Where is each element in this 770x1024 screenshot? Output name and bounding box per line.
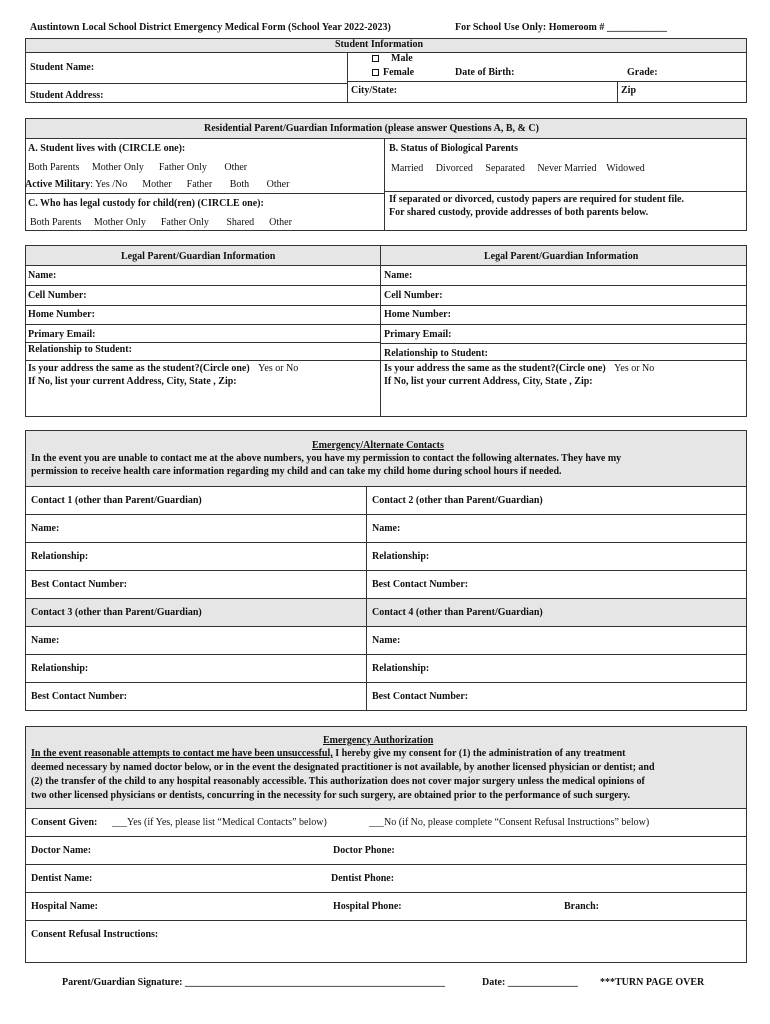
active-military-row[interactable]: [25, 179, 289, 190]
contact1-number-label: Best Contact Number:: [31, 579, 128, 590]
legal1-relationship-label: Relationship to Student:: [28, 344, 132, 355]
contact1-relationship-label: Relationship:: [31, 551, 89, 562]
dentist-phone-label: Dentist Phone:: [331, 873, 395, 884]
contact1-name-label: Name:: [31, 523, 60, 534]
custody-options[interactable]: Both Parents Mother Only Father Only Shared Other: [30, 217, 292, 228]
authorization-line-1: In the event reasonable attempts to contact me have been unsuccessful, I hereby give my consent for (1) the administration of any treatment: [31, 748, 626, 759]
lives-with-options[interactable]: Both Parents Mother Only Father Only Other: [28, 162, 248, 173]
contact4-title: Contact 4 (other than Parent/Guardian): [372, 607, 543, 618]
branch-label: Branch:: [564, 901, 599, 912]
consent-no-option[interactable]: ___No (if No, please complete “Consent Refusal Instructions” below): [369, 817, 650, 828]
custody-note-1: If separated or divorced, custody papers are required for student file.: [389, 194, 684, 205]
custody-note-2: For shared custody, provide addresses of both parents below.: [389, 207, 649, 218]
doctor-phone-label: Doctor Phone:: [333, 845, 395, 856]
contact2-relationship-label: Relationship:: [372, 551, 430, 562]
legal2-email-label: Primary Email:: [384, 329, 452, 340]
student-name-label: Student Name:: [30, 62, 95, 73]
legal2-if-no-label: If No, list your current Address, City, State , Zip:: [384, 376, 593, 387]
legal2-name-label: Name:: [384, 270, 413, 281]
contact3-relationship-label: Relationship:: [31, 663, 89, 674]
contact3-number-label: Best Contact Number:: [31, 691, 128, 702]
male-checkbox-icon[interactable]: [372, 55, 379, 62]
legal2-same-address[interactable]: Is your address the same as the student?(Circle one) Yes or No: [384, 363, 655, 374]
form-title: Austintown Local School District Emergency Medical Form (School Year 2022-2023): [30, 22, 391, 33]
zip-label: Zip: [621, 85, 637, 96]
legal1-name-label: Name:: [28, 270, 57, 281]
contact4-name-label: Name:: [372, 635, 401, 646]
legal-col1-title: Legal Parent/Guardian Information: [121, 251, 276, 262]
legal1-same-address[interactable]: Is your address the same as the student?(Circle one) Yes or No: [28, 363, 299, 374]
authorization-line-3: (2) the transfer of the child to any hospital reasonably accessible. This authorization does not cover major surgery unless the medical opinions of: [31, 776, 645, 787]
legal1-cell-label: Cell Number:: [28, 290, 87, 301]
hospital-phone-label: Hospital Phone:: [333, 901, 402, 912]
contact3-title: Contact 3 (other than Parent/Guardian): [31, 607, 202, 618]
consent-label: Consent Given:: [31, 817, 98, 828]
lives-with-label: A. Student lives with (CIRCLE one):: [28, 143, 186, 154]
emergency-intro-1: In the event you are unable to contact me at the above numbers, you have my permission to contact the following alternates. They have my: [31, 453, 622, 464]
legal1-home-label: Home Number:: [28, 309, 95, 320]
dentist-name-label: Dentist Name:: [31, 873, 93, 884]
authorization-line-2: deemed necessary by named doctor below, or in the event the designated practitioner is not available, by another licensed physician or dentist; and: [31, 762, 655, 773]
student-info-title: Student Information: [335, 39, 424, 50]
emergency-contacts-title: Emergency/Alternate Contacts: [312, 440, 444, 451]
female-checkbox-icon[interactable]: [372, 69, 379, 76]
female-option[interactable]: [372, 67, 414, 78]
custody-label: C. Who has legal custody for child(ren) (CIRCLE one):: [28, 198, 264, 209]
male-label: Male: [391, 53, 413, 64]
refusal-instructions-label: Consent Refusal Instructions:: [31, 929, 159, 940]
student-address-label: Student Address:: [30, 90, 104, 101]
legal1-email-label: Primary Email:: [28, 329, 96, 340]
consent-yes-option[interactable]: ___Yes (if Yes, please list “Medical Contacts” below): [112, 817, 327, 828]
legal2-cell-label: Cell Number:: [384, 290, 443, 301]
authorization-line-4: two other licensed physicians or dentists, concurring in the necessity for such surgery, are obtained prior to the performance of such surgery.: [31, 790, 631, 801]
bio-status-label: B. Status of Biological Parents: [389, 143, 518, 154]
legal2-home-label: Home Number:: [384, 309, 451, 320]
turn-page-over: ***TURN PAGE OVER: [600, 977, 705, 988]
city-state-label: City/State:: [351, 85, 398, 96]
school-use-homeroom: For School Use Only: Homeroom # ____________: [455, 22, 667, 33]
female-label: Female: [383, 67, 415, 78]
contact4-relationship-label: Relationship:: [372, 663, 430, 674]
bio-status-options[interactable]: Married Divorced Separated Never Married Widowed: [391, 163, 645, 174]
dob-label: Date of Birth:: [455, 67, 515, 78]
contact4-number-label: Best Contact Number:: [372, 691, 469, 702]
active-military-options[interactable]: : Yes /No Mother Father Both Other: [90, 179, 290, 190]
contact3-name-label: Name:: [31, 635, 60, 646]
grade-label: Grade:: [627, 67, 658, 78]
doctor-name-label: Doctor Name:: [31, 845, 92, 856]
male-option[interactable]: [372, 53, 413, 64]
signature-line[interactable]: Parent/Guardian Signature: ____________________________________________________: [62, 977, 445, 988]
contact2-title: Contact 2 (other than Parent/Guardian): [372, 495, 543, 506]
residential-title: Residential Parent/Guardian Information (please answer Questions A, B, & C): [204, 123, 539, 134]
contact2-number-label: Best Contact Number:: [372, 579, 469, 590]
emergency-intro-2: permission to receive health care information regarding my child and can take my child home during school hours if needed.: [31, 466, 562, 477]
active-military-label: Active Military: [25, 179, 91, 190]
legal1-if-no-label: If No, list your current Address, City, State , Zip:: [28, 376, 237, 387]
contact2-name-label: Name:: [372, 523, 401, 534]
authorization-title: Emergency Authorization: [323, 735, 434, 746]
legal2-relationship-label: Relationship to Student:: [384, 348, 488, 359]
legal-col2-title: Legal Parent/Guardian Information: [484, 251, 639, 262]
hospital-name-label: Hospital Name:: [31, 901, 98, 912]
date-line[interactable]: Date: ______________: [482, 977, 578, 988]
contact1-title: Contact 1 (other than Parent/Guardian): [31, 495, 202, 506]
